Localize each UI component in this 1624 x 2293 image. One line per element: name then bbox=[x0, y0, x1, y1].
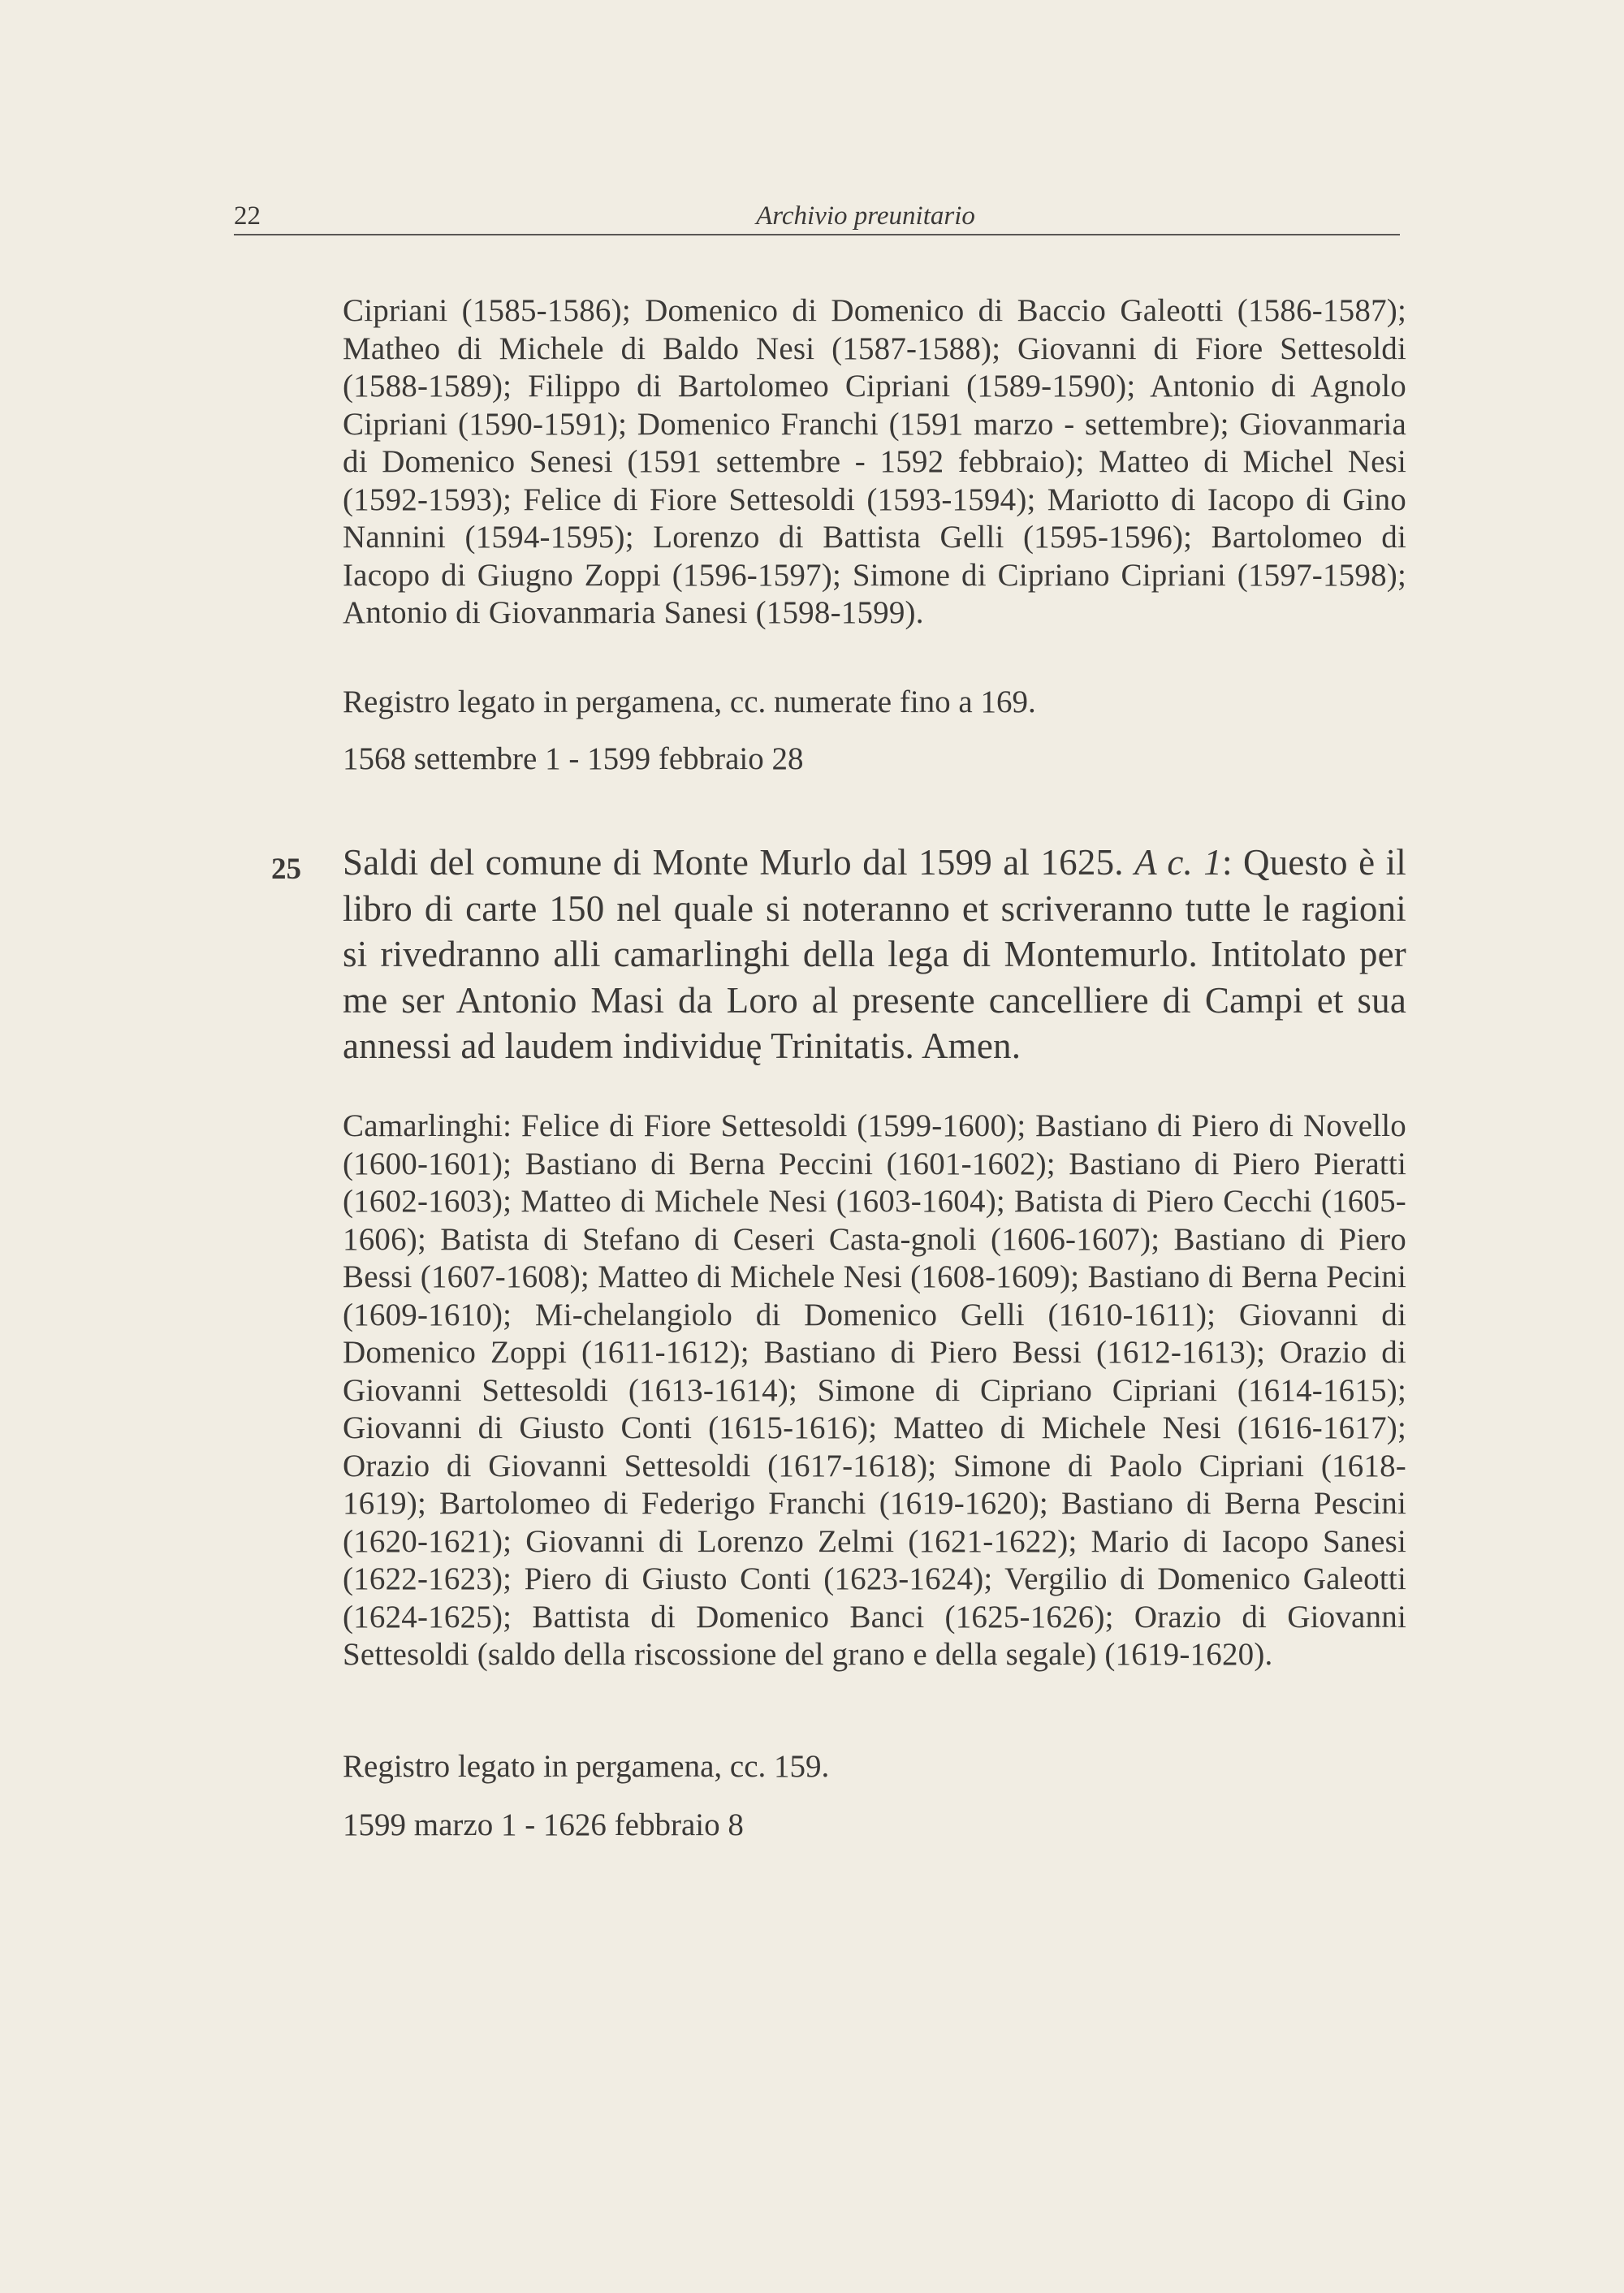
entry-25-camarlinghi-list: Camarlinghi: Felice di Fiore Settesoldi (1599-1600); Bastiano di Piero di Novello (1600-1601); Bastiano di Berna Peccini (1601-1602); Bastiano di Piero Pieratti (1602-1603); Matteo di Michele Nesi (1603-1604); Batista di Piero Cecchi (1605-1606); Batista di Stefano di Ceseri Casta-gnoli (1606-1607); Bastiano di Piero Bessi (1607-1608); Matteo di Michele Nesi (1608-1609); Bastiano di Berna Pecini (1609-1610); Mi-chelangiolo di Domenico Gelli (1610-1611); Giovanni di Domenico Zoppi (1611-1612); Bastiano di Piero Bessi (1612-1613); Orazio di Giovanni Settesoldi (1613-1614); Simone di Cipriano Cipriani (1614-1615); Giovanni di Giusto Conti (1615-1616); Matteo di Michele Nesi (1616-1617); Orazio di Giovanni Settesoldi (1617-1618); Simone di Paolo Cipriani (1618-1619); Bartolomeo di Federigo Franchi (1619-1620); Bastiano di Berna Pescini (1620-1621); Giovanni di Lorenzo Zelmi (1621-1622); Mario di Iacopo Sanesi (1622-1623); Piero di Giusto Conti (1623-1624); Vergilio di Domenico Galeotti (1624-1625); Battista di Domenico Banci (1625-1626); Orazio di Giovanni Settesoldi (saldo della riscossione del grano e della segale) (1619-1620). bbox=[343, 1108, 1406, 1672]
entry-25-folio-ref: A c. 1 bbox=[1134, 842, 1222, 883]
entry-24-date-range: 1568 settembre 1 - 1599 febbraio 28 bbox=[343, 741, 804, 776]
entry-25-number: 25 bbox=[271, 853, 301, 886]
page-header bbox=[234, 198, 1400, 235]
entry-25-title-quote: : Questo è il libro di carte 150 nel quale si noteranno et scriveranno tutte le ragioni si rivedranno alli camarlinghi della lega di Montemurlo. Intitolato per me ser Antonio Masi da Loro al presente cancelliere di Campi et sua annessi ad laudem individuę Trinitatis. Amen. bbox=[343, 842, 1406, 1066]
entry-25-title bbox=[343, 840, 1406, 1069]
entry-24-camarlinghi-list: Cipriani (1585-1586); Domenico di Domenico di Baccio Galeotti (1586-1587); Matheo di Michele di Baldo Nesi (1587-1588); Giovanni di Fiore Settesoldi (1588-1589); Filippo di Bartolomeo Cipriani (1589-1590); Antonio di Agnolo Cipriani (1590-1591); Domenico Franchi (1591 marzo - settembre); Giovanmaria di Domenico Senesi (1591 settembre - 1592 febbraio); Matteo di Michel Nesi (1592-1593); Felice di Fiore Settesoldi (1593-1594); Mariotto di Iacopo di Gino Nannini (1594-1595); Lorenzo di Battista Gelli (1595-1596); Bartolomeo di Iacopo di Giugno Zoppi (1596-1597); Simone di Cipriano Cipriani (1597-1598); Antonio di Giovanmaria Sanesi (1598-1599). bbox=[343, 293, 1406, 630]
entry-25-date-range: 1599 marzo 1 - 1626 febbraio 8 bbox=[343, 1807, 744, 1842]
page-number: 22 bbox=[234, 201, 261, 231]
entry-25-physical-description: Registro legato in pergamena, cc. 159. bbox=[343, 1749, 830, 1784]
running-title: Archivio preunitario bbox=[756, 201, 975, 231]
entry-24-physical-description: Registro legato in pergamena, cc. numerate fino a 169. bbox=[343, 684, 1036, 719]
entry-25-title-main: Saldi del comune di Monte Murlo dal 1599 al 1625. bbox=[343, 842, 1124, 883]
